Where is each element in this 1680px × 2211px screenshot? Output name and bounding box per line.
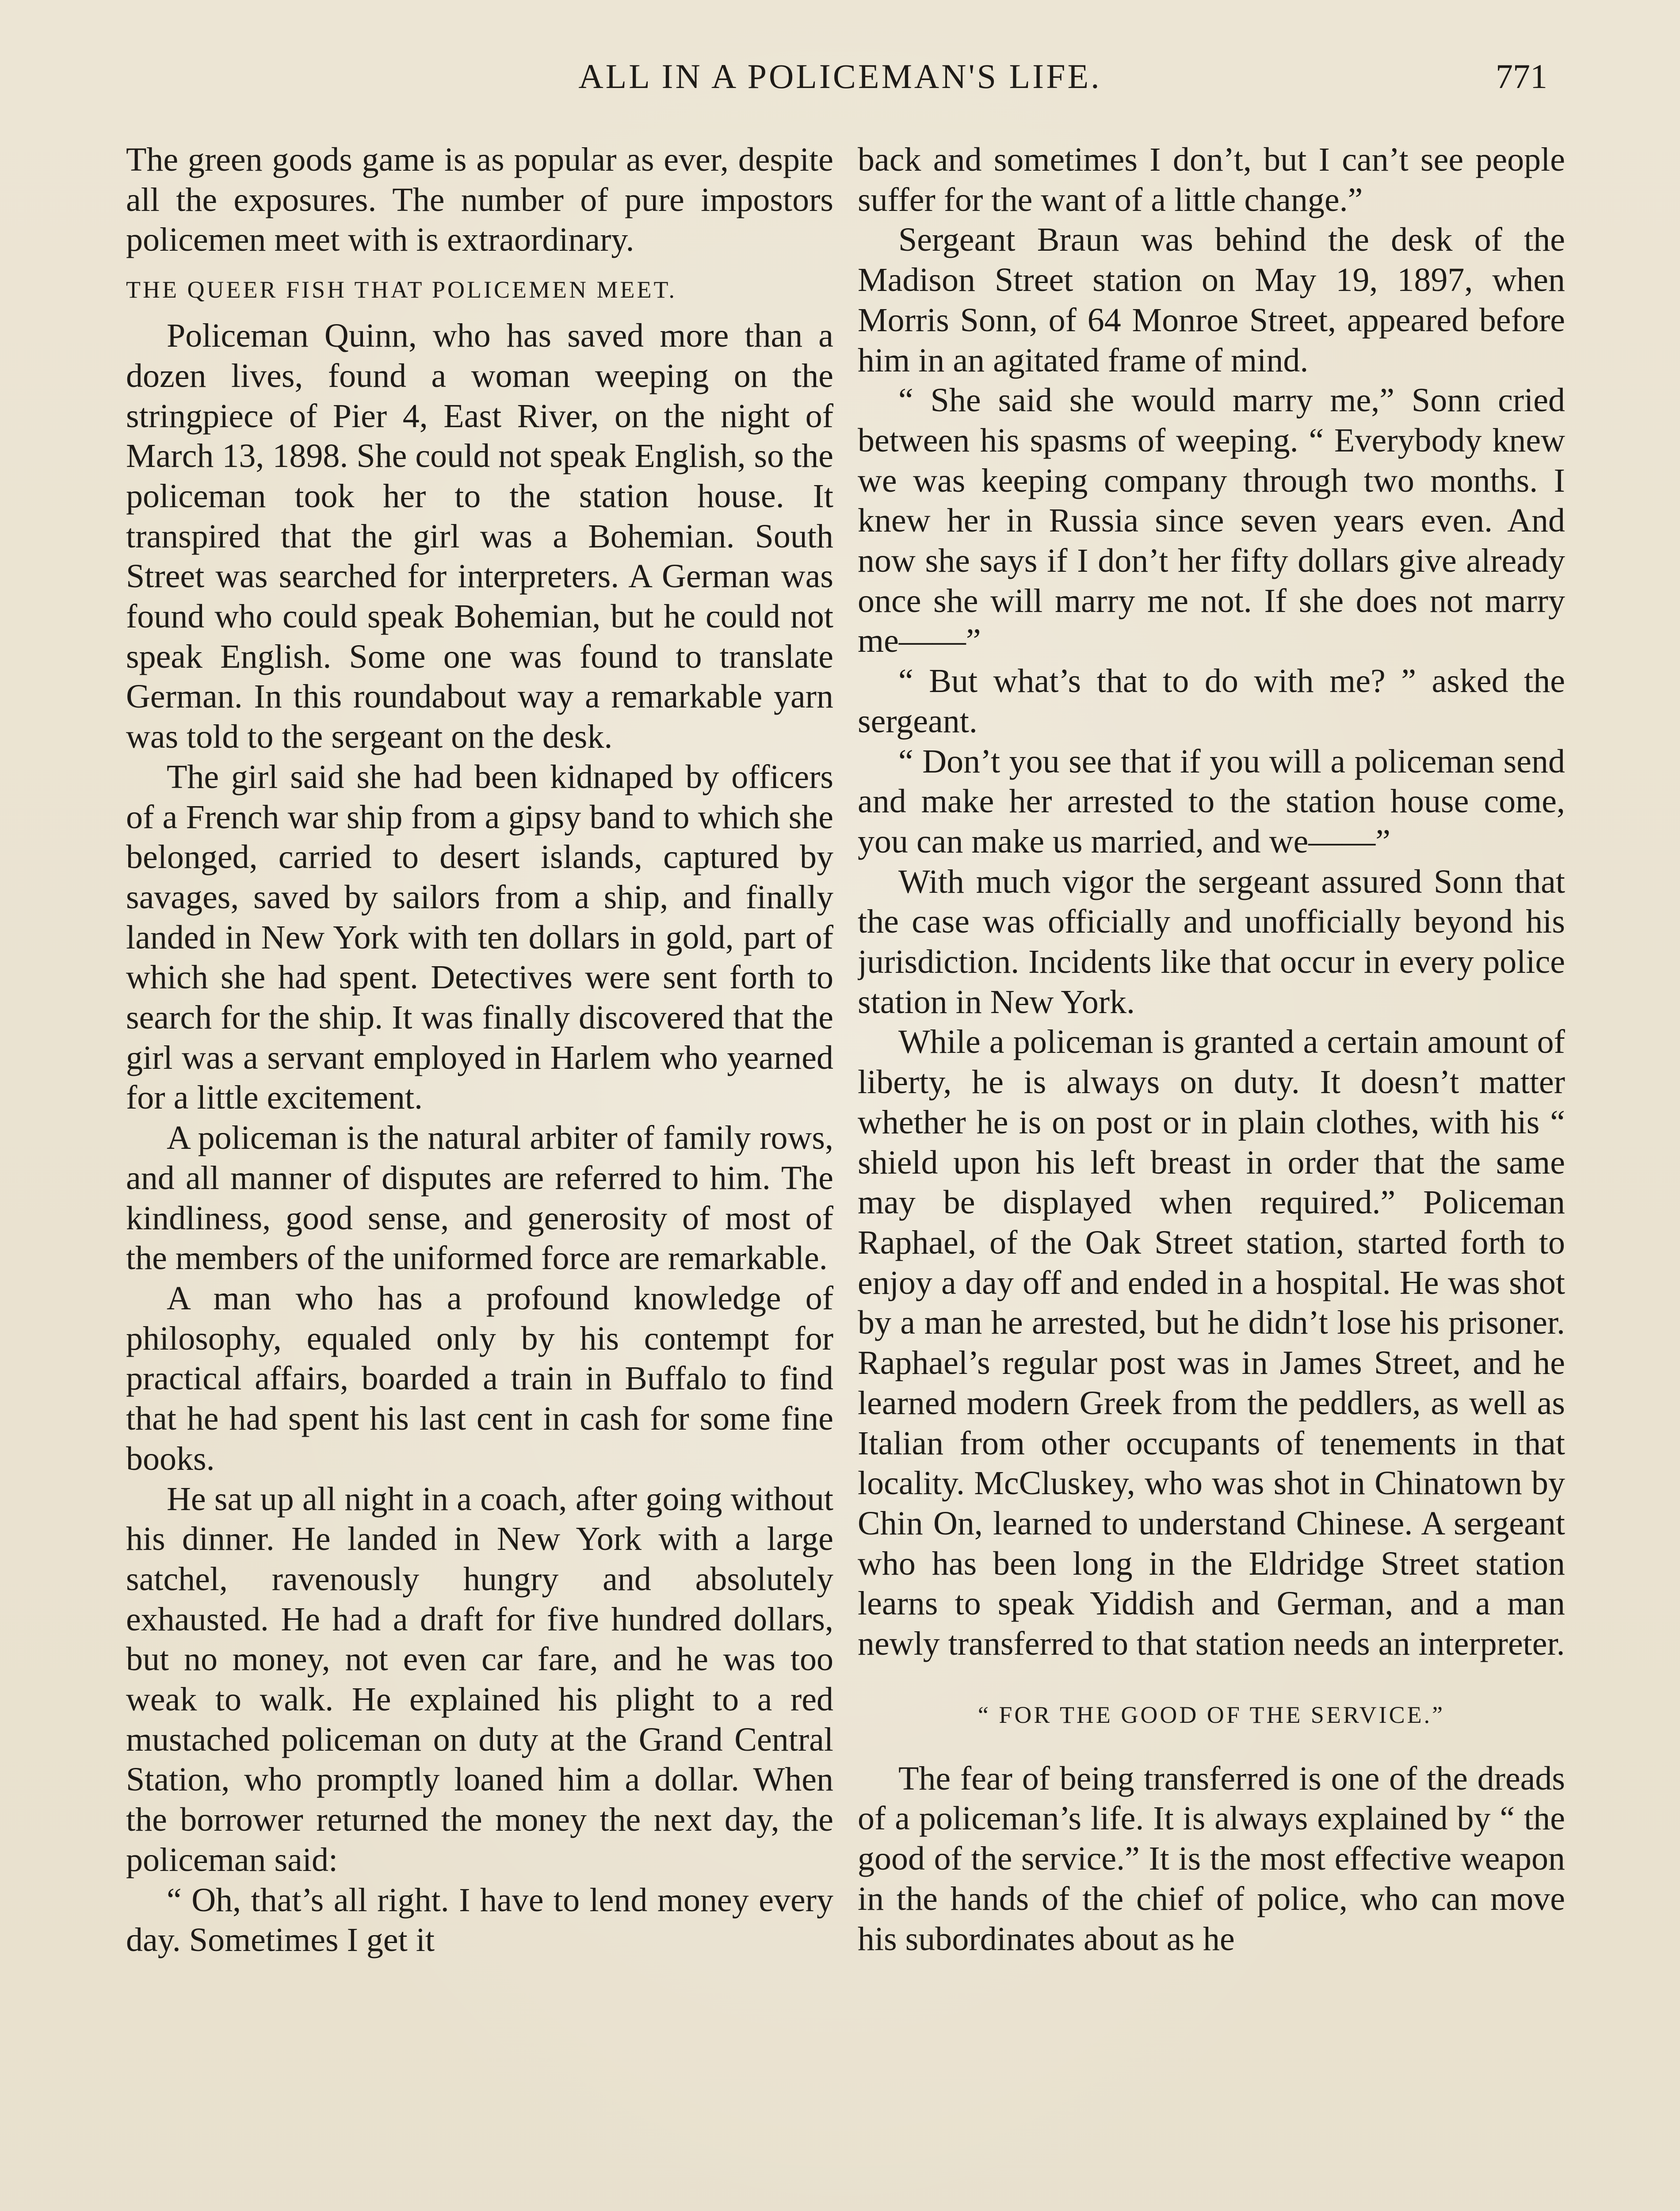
left-column bbox=[126, 140, 833, 2211]
right-column bbox=[858, 140, 1565, 2211]
section-heading: “ FOR THE GOOD OF THE SERVICE.” bbox=[977, 1701, 1445, 1728]
running-title: ALL IN A POLICEMAN'S LIFE. bbox=[578, 57, 1102, 96]
paragraph: The girl said she had been kidnaped by officers of a French war ship from a gipsy band to which she belonged, carried to desert islands, captured by savages, saved by sailors from a ship, and finally landed in New York with ten dollars in gold, part of which she had spent. Detectives were sent forth to search for the ship. It was finally discovered that the girl was a servant employed in Harlem who yearned for a little excitement. bbox=[126, 758, 833, 1117]
page-number: 771 bbox=[1496, 57, 1547, 96]
paragraph: The fear of being transferred is one of the dreads of a policeman’s life. It is always explained by “ the good of the service.” It is the most effective weapon in the hands of the chief of police, who can move his subordinates about as he bbox=[858, 1760, 1565, 1958]
section-heading: THE QUEER FISH THAT POLICEMEN MEET. bbox=[126, 276, 677, 303]
paragraph: Policeman Quinn, who has saved more than a dozen lives, found a woman weeping on the stringpiece of Pier 4, East River, on the night of March 13, 1898. She could not speak English, so the policeman took her to the station house. It transpired that the girl was a Bohemian. South Street was searched for interpreters. A German was found who could speak Bohemian, but he could not speak English. Some one was found to translate German. In this roundabout way a remarkable yarn was told to the sergeant on the desk. bbox=[126, 317, 833, 756]
paragraph: back and sometimes I don’t, but I can’t see people suffer for the want of a little change.” bbox=[858, 141, 1565, 218]
paragraph: With much vigor the sergeant assured Sonn that the case was officially and unofficially beyond his jurisdiction. Incidents like that occur in every police station in New York. bbox=[858, 863, 1565, 1021]
paragraph: While a policeman is granted a certain amount of liberty, he is always on duty. It doesn’t matter whether he is on post or in plain clothes, with his “ shield upon his left breast in order that the same may be displayed when required.” Policeman Raphael, of the Oak Street station, started forth to enjoy a day off and ended in a hospital. He was shot by a man he arrested, but he didn’t lose his prisoner. Raphael’s regular post was in James Street, and he learned modern Greek from the peddlers, as well as Italian from other occupants of tenements in that locality. McCluskey, who was shot in Chinatown by Chin On, learned to understand Chinese. A sergeant who has been long in the Eldridge Street station learns to speak Yiddish and German, and a man newly transferred to that station needs an interpreter. bbox=[858, 1023, 1565, 1663]
running-head bbox=[0, 53, 1680, 106]
paragraph: “ She said she would marry me,” Sonn cried between his spasms of weeping. “ Everybody knew we was keeping company through two months. I knew her in Russia since seven years even. And now she says if I don’t her fifty dollars give already once she will marry me not. If she does not marry me——” bbox=[858, 382, 1565, 660]
paragraph: The green goods game is as popular as ever, despite all the exposures. The number of pure impostors policemen meet with is extraordinary. bbox=[126, 141, 833, 259]
paragraph: “ Don’t you see that if you will a policeman send and make her arrested to the station house come, you can make us married, and we——” bbox=[858, 742, 1565, 860]
paragraph: Sergeant Braun was behind the desk of the Madison Street station on May 19, 1897, when Morris Sonn, of 64 Monroe Street, appeared before him in an agitated frame of mind. bbox=[858, 221, 1565, 379]
paragraph: He sat up all night in a coach, after going without his dinner. He landed in New York with a large satchel, ravenously hungry and absolutely exhausted. He had a draft for five hundred dollars, but no money, not even car fare, and he was too weak to walk. He explained his plight to a red mustached policeman on duty at the Grand Central Station, who promptly loaned him a dollar. When the borrower returned the money the next day, the policeman said: bbox=[126, 1480, 833, 1878]
paragraph: A policeman is the natural arbiter of family rows, and all manner of disputes are referred to him. The kindliness, good sense, and generosity of most of the members of the uniformed force are remarkable. bbox=[126, 1119, 833, 1277]
paragraph: “ Oh, that’s all right. I have to lend money every day. Sometimes I get it bbox=[126, 1881, 833, 1959]
paragraph: “ But what’s that to do with me? ” asked the sergeant. bbox=[858, 662, 1565, 740]
paragraph: A man who has a profound knowledge of philosophy, equaled only by his contempt for practical affairs, boarded a train in Buffalo to find that he had spent his last cent in cash for some fine books. bbox=[126, 1279, 833, 1477]
